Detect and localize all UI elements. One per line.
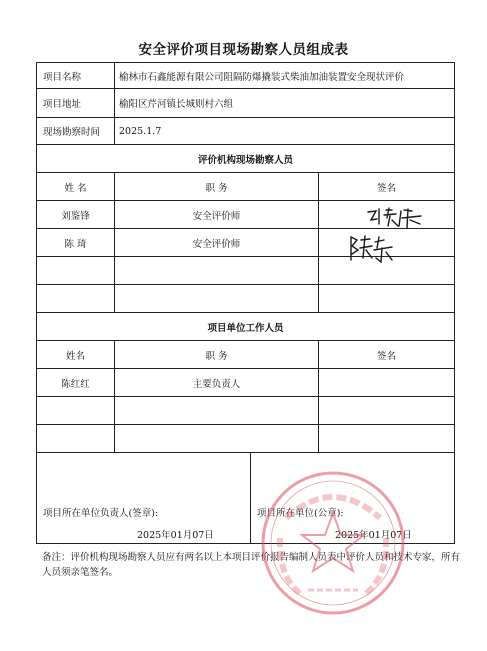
- table-row: [37, 397, 455, 425]
- evaluator-name-cell: 刘鉴锋: [37, 201, 115, 229]
- unit-signature-cell: [319, 369, 455, 397]
- unit-section-title: 项目单位工作人员: [37, 313, 455, 341]
- project-name-value: 榆林市石鑫能源有限公司阻隔防爆撬装式柴油加油装置安全现状评价: [115, 63, 455, 89]
- empty-cell: [115, 425, 319, 453]
- project-name-row: [37, 63, 455, 89]
- table-row: [37, 369, 455, 397]
- project-name-label: 项目名称: [37, 63, 115, 89]
- table-row: [37, 285, 455, 313]
- table-row: [37, 425, 455, 453]
- survey-time-label: 现场勘察时间: [37, 118, 115, 145]
- table-row: [37, 201, 455, 229]
- evaluator-signature-cell: [319, 229, 455, 257]
- evaluator-section-title: 评价机构现场勘察人员: [37, 145, 455, 173]
- project-address-label: 项目地址: [37, 89, 115, 118]
- unit-seal-label: 项目所在单位(公章):: [257, 508, 344, 519]
- evaluator-signature-cell: [319, 201, 455, 229]
- survey-time-value: 2025.1.7: [115, 118, 455, 145]
- survey-time-row: [37, 118, 455, 145]
- unit-seal-date: 2025年01月07日: [335, 530, 412, 541]
- table-row: [37, 257, 455, 285]
- evaluator-role-cell: 安全评价师: [115, 201, 319, 229]
- evaluator-header-role: 职 务: [115, 173, 319, 201]
- evaluator-header-signature: 签名: [319, 173, 455, 201]
- empty-cell: [319, 425, 455, 453]
- empty-cell: [319, 397, 455, 425]
- signoff-row: [37, 453, 455, 544]
- empty-cell: [115, 285, 319, 313]
- table-row: [37, 229, 455, 257]
- unit-header-signature: 签名: [319, 341, 455, 369]
- evaluator-header-row: [37, 173, 455, 201]
- project-address-value: 榆阳区芹河镇长城则村六组: [115, 89, 455, 118]
- evaluator-section-row: [37, 145, 455, 173]
- empty-cell: [37, 425, 115, 453]
- empty-cell: [37, 257, 115, 285]
- unit-head-label: 项目所在单位负责人(签章):: [43, 508, 159, 519]
- unit-header-row: [37, 341, 455, 369]
- evaluator-header-name: 姓 名: [37, 173, 115, 201]
- empty-cell: [37, 285, 115, 313]
- project-address-row: [37, 89, 455, 118]
- unit-head-signoff: [37, 453, 251, 544]
- evaluator-name-cell: 陈 琦: [37, 229, 115, 257]
- empty-cell: [37, 397, 115, 425]
- survey-form-table: [36, 62, 455, 544]
- unit-header-role: 职 务: [115, 341, 319, 369]
- unit-head-date: 2025年01月07日: [137, 530, 214, 541]
- empty-cell: [115, 257, 319, 285]
- footnote: 备注：评价机构现场勘察人员应有两名以上本项目评价报告编制人员表中评价人员和技术专家，所有人员须亲笔签名。: [42, 552, 461, 578]
- empty-cell: [319, 257, 455, 285]
- evaluator-role-cell: 安全评价师: [115, 229, 319, 257]
- unit-header-name: 姓名: [37, 341, 115, 369]
- page-title: 安全评价项目现场勘察人员组成表: [138, 42, 349, 58]
- unit-name-cell: 陈红红: [37, 369, 115, 397]
- unit-role-cell: 主要负责人: [115, 369, 319, 397]
- empty-cell: [319, 285, 455, 313]
- empty-cell: [115, 397, 319, 425]
- unit-seal-signoff: [251, 453, 455, 544]
- unit-section-row: [37, 313, 455, 341]
